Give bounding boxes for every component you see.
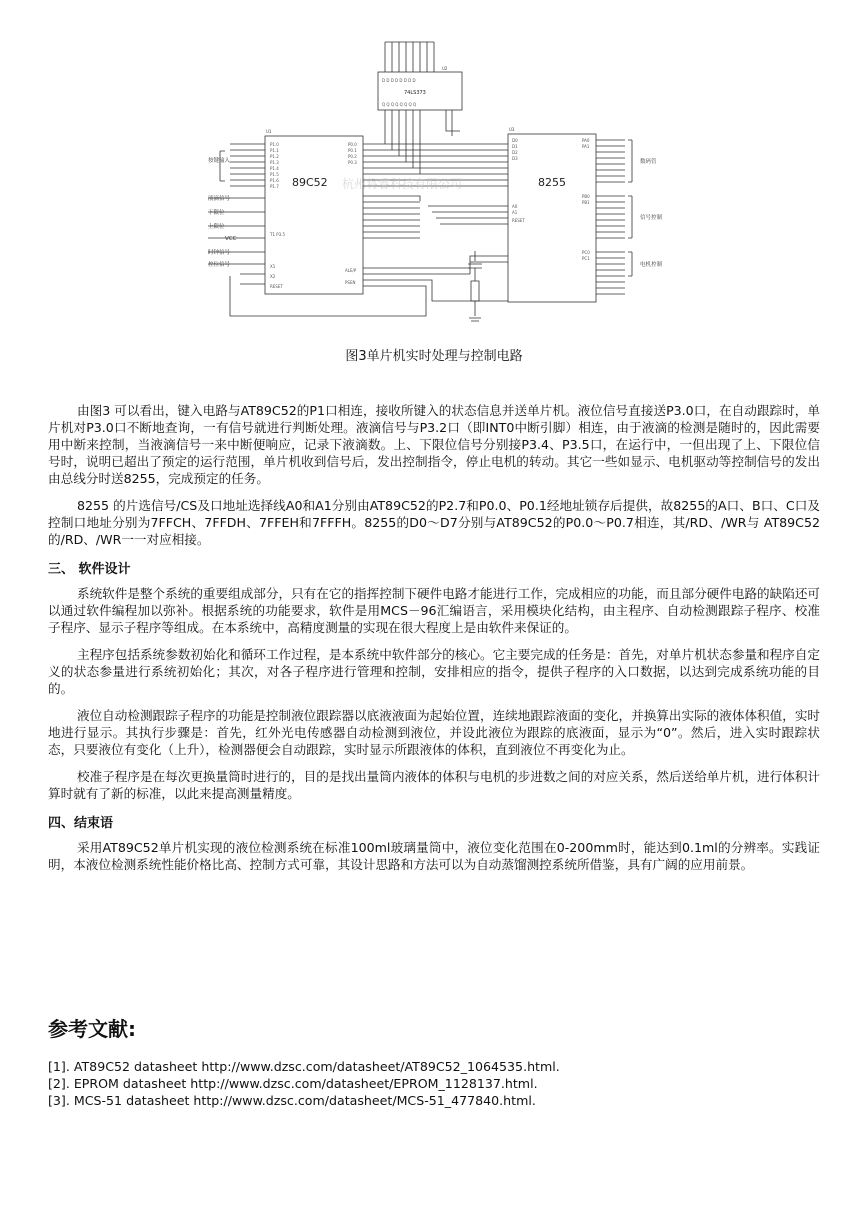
ppi-label: 8255 <box>538 176 566 189</box>
svg-text:P1.5: P1.5 <box>270 172 279 177</box>
paragraph: 主程序包括系统参数初始化和循环工作过程，是本系统中软件部分的核心。它主要完成的任务是：首先，对单片机状态参量和程序自定义的状态参量进行系统初始化；其次，对各子程序进行管理和控制，安排相应的指令，提供子程序的入口数据，以达到完成系统功能的目的。 <box>48 647 820 696</box>
svg-text:T1 P3.5: T1 P3.5 <box>270 232 286 237</box>
paragraph: 由图3 可以看出，键入电路与AT89C52的P1口相连，接收所键入的状态信息并送单片机。液位信号直接送P3.0口，在自动跟踪时，单片机对P3.0口不断地查询，一有信号就进行判断处理。液滴信号与P3.2口（即INT0中断引脚）相连，由于液滴的检测是随时的，因此需要用中断来控制，当液滴信号一来中断便响应，记录下液滴数。上、下限位信号分别接P3.4、P3.5口，在运行中，一但出现了上、下限位信号时，说明已超出了预定的运行范围，单片机收到信号后，发出控制指令，停止电机的转动。其它一些如显示、电机驱动等控制信号的发出由总线分时送8255，完成预定的任务。 <box>48 403 820 486</box>
section-heading: 四、结束语 <box>48 816 114 831</box>
label-upper-limit: 上限位 <box>208 224 225 230</box>
label-signal-control: 信号控制 <box>640 215 663 221</box>
svg-text:P1.0: P1.0 <box>270 142 279 147</box>
svg-text:P0.1: P0.1 <box>348 148 357 153</box>
svg-text:PC1: PC1 <box>582 256 590 261</box>
svg-text:PC0: PC0 <box>582 250 590 255</box>
svg-text:P1.1: P1.1 <box>270 148 279 153</box>
watermark: 杭州将睿科技有限公司 <box>342 177 463 191</box>
svg-text:PB0: PB0 <box>582 194 590 199</box>
paragraph: 8255 的片选信号/CS及口地址选择线A0和A1分别由AT89C52的P2.7和P0.0、P0.1经地址锁存后提供，故8255的A口、B口、C口及控制口地址分别为7FFCH、7FFDH、7FFEH和7FFFH。8255的D0～D7分别与AT89C52的P0.0～P0.7相连，其/RD、/WR与 AT89C52的/RD、/WR一一对应相接。 <box>48 498 820 547</box>
svg-text:D3: D3 <box>512 156 518 161</box>
section-heading: 三、 软件设计 <box>48 562 131 577</box>
svg-text:P0.0: P0.0 <box>348 142 357 147</box>
svg-text:D1: D1 <box>512 144 518 149</box>
svg-text:X1: X1 <box>270 264 276 269</box>
svg-text:X2: X2 <box>270 274 276 279</box>
figure-caption: 图3单片机实时处理与控制电路 <box>345 349 523 364</box>
svg-text:P1.4: P1.4 <box>270 166 279 171</box>
svg-text:RESET: RESET <box>270 284 283 289</box>
svg-text:P1.6: P1.6 <box>270 178 279 183</box>
svg-text:PSEN: PSEN <box>345 280 356 285</box>
label-lower-limit: 下限位 <box>208 210 225 216</box>
svg-text:D0: D0 <box>512 138 518 143</box>
svg-text:PA1: PA1 <box>582 144 590 149</box>
label-motor-control: 电机控制 <box>640 262 663 268</box>
paragraph: 采用AT89C52单片机实现的液位检测系统在标准100ml玻璃量筒中，液位变化范围在0-200mm时，能达到0.1ml的分辨率。实践证明，本液位检测系统性能价格比高、控制方式可靠，其设计思路和方法可以为自动蒸馏测控系统所借鉴，具有广阔的应用前景。 <box>48 840 820 872</box>
svg-text:RESET: RESET <box>512 218 525 223</box>
reference-item: [1]. AT89C52 datasheet http://www.dzsc.com/datasheet/AT89C52_1064535.html. <box>48 1059 560 1074</box>
reference-item: [2]. EPROM datasheet http://www.dzsc.com/datasheet/EPROM_1128137.html. <box>48 1076 538 1091</box>
svg-text:ALE/P: ALE/P <box>345 268 357 273</box>
svg-text:A0: A0 <box>512 204 518 209</box>
paragraph: 校准子程序是在每次更换量筒时进行的，目的是找出量筒内液体的体积与电机的步进数之间的对应关系，然后送给单片机，进行体积计算时就有了新的标准，以此来提高测量精度。 <box>48 769 820 801</box>
paragraph: 系统软件是整个系统的重要组成部分，只有在它的指挥控制下硬件电路才能进行工作，完成相应的功能，而且部分硬件电路的缺陷还可以通过软件编程加以弥补。根据系统的功能要求，软件是用MCS－96汇编语言，采用模块化结构，由主程序、自动检测跟踪子程序、校准子程序、显示子程序等组成。在本系统中，高精度测量的实现在很大程度上是由软件来保证的。 <box>48 586 820 635</box>
svg-text:P0.2: P0.2 <box>348 154 357 159</box>
svg-text:D D D D D D D D: D D D D D D D D <box>382 78 416 83</box>
u3-label: U3 <box>509 127 515 132</box>
svg-text:P0.3: P0.3 <box>348 160 357 165</box>
label-key-input: 按键输入 <box>208 158 231 164</box>
svg-text:P1.7: P1.7 <box>270 184 279 189</box>
u1-label: U1 <box>266 129 272 134</box>
references-heading: 参考文献: <box>48 1017 136 1041</box>
paragraph: 液位自动检测跟踪子程序的功能是控制液位跟踪器以底液液面为起始位置，连续地跟踪液面的变化，并换算出实际的液体体积值，实时地进行显示。其执行步骤是：首先，红外光电传感器自动检测到液位，并设此液位为跟踪的底液面，显示为“0”。然后，进入实时跟踪状态，只要液位有变化（上升），检测器便会自动跟踪，实时显示所跟液体的体积，直到液位不再变化为止。 <box>48 708 820 757</box>
svg-text:A1: A1 <box>512 210 518 215</box>
svg-text:PB1: PB1 <box>582 200 590 205</box>
label-display: 数码管 <box>640 159 657 165</box>
latch-label: 74LS373 <box>404 90 426 96</box>
label-drop-signal: 液滴信号 <box>208 196 231 202</box>
circuit-diagram <box>170 36 700 326</box>
u2-label: U2 <box>442 66 448 71</box>
svg-text:D2: D2 <box>512 150 518 155</box>
svg-text:PA0: PA0 <box>582 138 590 143</box>
svg-text:P1.2: P1.2 <box>270 154 279 159</box>
svg-text:P1.3: P1.3 <box>270 160 279 165</box>
label-vcc: VCC <box>225 236 237 242</box>
mcu-label: 89C52 <box>292 176 328 189</box>
svg-text:Q Q Q Q Q Q Q Q: Q Q Q Q Q Q Q Q <box>382 102 417 107</box>
reference-item: [3]. MCS-51 datasheet http://www.dzsc.com/datasheet/MCS-51_477840.html. <box>48 1093 536 1108</box>
body-text <box>48 402 820 883</box>
references <box>48 1013 828 1109</box>
label-clock-signal: 时钟信号 <box>208 250 231 256</box>
label-level-signal: 控位信号 <box>208 262 231 268</box>
